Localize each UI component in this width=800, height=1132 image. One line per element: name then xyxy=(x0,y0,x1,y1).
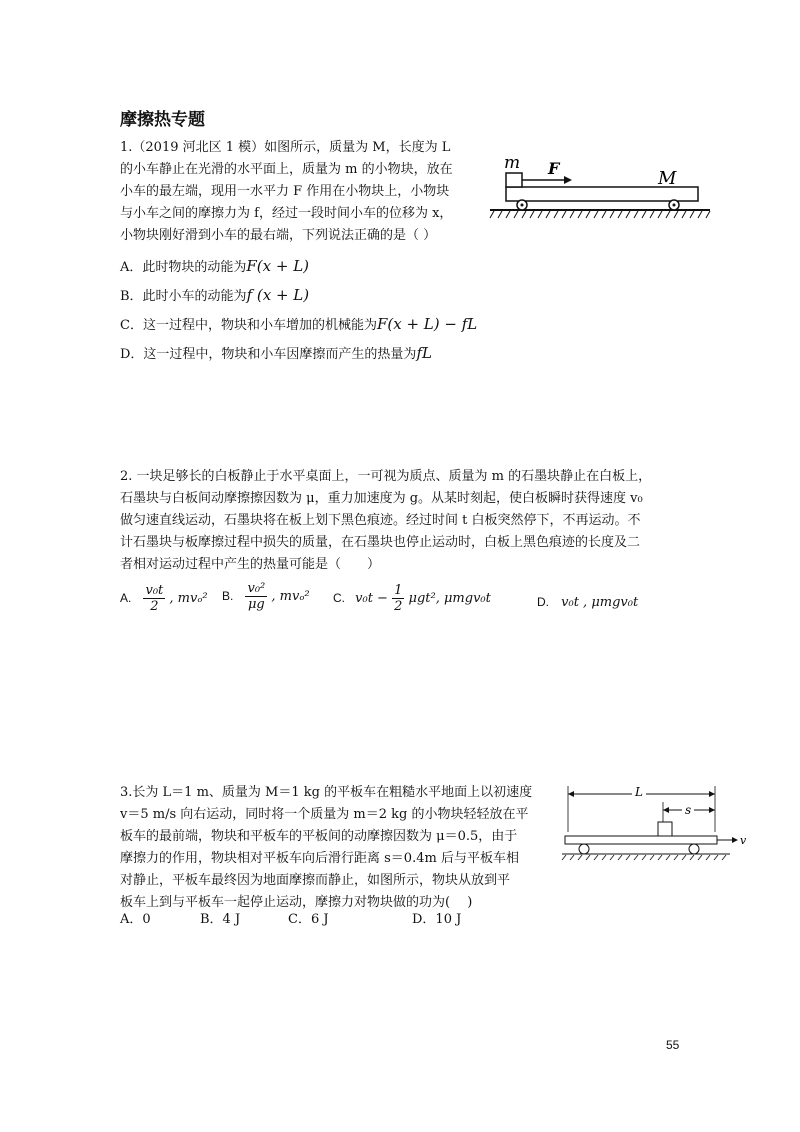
question-3 xyxy=(120,782,532,914)
q1-label-M: M xyxy=(658,168,677,189)
q1-line: 1.（2019 河北区 1 模）如图所示，质量为 M，长度为 L xyxy=(120,140,451,155)
page-number: 55 xyxy=(666,1038,680,1052)
q2-option-b xyxy=(222,581,310,612)
question-1 xyxy=(120,137,453,247)
q1-option-d xyxy=(120,343,477,372)
q3-option-d: D．10 J xyxy=(412,912,462,927)
q3-line: v＝5 m/s 向右运动，同时将一个质量为 m＝2 kg 的小物块轻轻放在平 xyxy=(120,807,529,822)
q1-label-m: m xyxy=(504,153,521,173)
q2-option-d xyxy=(537,595,638,610)
q2-option-d-rest: v₀t , μmgv₀t xyxy=(561,595,639,610)
q2-option-b-num: v₀² xyxy=(247,581,266,596)
q1-figure xyxy=(488,150,713,225)
q2-option-c-rest: μgt², μmgv₀t xyxy=(408,591,491,606)
q1-label-F: F xyxy=(548,159,560,178)
q2-option-c-fraction xyxy=(392,583,404,614)
q1-option-d-text: D．这一过程中，物块和小车因摩擦而产生的热量为 xyxy=(120,347,417,362)
q3-label-s: s xyxy=(685,803,692,817)
q3-option-a: A．0 xyxy=(120,912,151,927)
q2-option-a-fraction xyxy=(143,583,165,614)
q2-option-a-rest: , mvₒ² xyxy=(169,591,208,606)
q3-option-b: B．4 J xyxy=(200,912,241,927)
q2-option-c-label: C. xyxy=(333,591,345,605)
q1-option-a-text: A．此时物块的动能为 xyxy=(120,260,247,275)
q2-option-a-den: 2 xyxy=(150,599,159,614)
q2-option-b-rest: , mvₒ² xyxy=(271,589,310,604)
q2-option-b-label: B. xyxy=(222,589,234,603)
q2-option-c xyxy=(333,583,491,614)
q2-option-c-den: 2 xyxy=(394,599,403,614)
q2-option-d-label: D. xyxy=(537,595,549,609)
q3-line: 板车的最前端，物块和平板车的平板间的动摩擦因数为 μ＝0.5，由于 xyxy=(120,829,518,844)
q1-option-c-expr: F(x + L) − fL xyxy=(376,315,478,333)
q2-line: 计石墨块与板摩擦过程中损失的质量，在石墨块也停止运动时，白板上黑色痕迹的长度及二 xyxy=(120,535,641,550)
q2-line: 做匀速直线运动，石墨块将在板上划下黑色痕迹。经过时间 t 白板突然停下，不再运动。不 xyxy=(120,513,641,528)
q3-line: 板车上到与平板车一起停止运动，摩擦力对物块做的功为( ) xyxy=(120,895,473,910)
q1-option-d-expr: fL xyxy=(416,344,432,362)
q1-option-b-text: B．此时小车的动能为 xyxy=(120,289,247,304)
q1-line: 小车的最左端，现用一水平力 F 作用在小物块上，小物块 xyxy=(120,184,450,199)
q3-label-v: v xyxy=(740,834,747,847)
q1-option-c xyxy=(120,314,477,343)
q2-option-a-label: A. xyxy=(120,591,132,605)
q1-option-b-expr: f (x + L) xyxy=(246,286,310,304)
q1-option-a-expr: F(x + L) xyxy=(246,257,310,275)
q1-line: 与小车之间的摩擦力为 f，经过一段时间小车的位移为 x， xyxy=(120,206,453,221)
q3-label-L: L xyxy=(635,785,643,799)
q2-option-a-num: v₀t xyxy=(145,583,164,598)
q1-option-c-text: C．这一过程中，物块和小车增加的机械能为 xyxy=(120,318,377,333)
q3-option-c: C．6 J xyxy=(288,912,329,927)
q2-option-c-pre: v₀t − xyxy=(355,591,388,606)
page-title: 摩擦热专题 xyxy=(120,110,205,130)
q2-option-a xyxy=(120,583,208,614)
q3-line: 3.长为 L＝1 m、质量为 M＝1 kg 的平板车在粗糙水平地面上以初速度 xyxy=(120,785,533,800)
q2-option-b-den: μg xyxy=(247,597,265,612)
q3-line: 对静止，平板车最终因为地面摩擦而静止，如图所示，物块从放到平 xyxy=(120,873,511,888)
q1-option-b xyxy=(120,285,477,314)
q2-option-b-fraction xyxy=(245,581,267,612)
q1-option-a xyxy=(120,256,477,285)
q2-line: 2. 一块足够长的白板静止于水平桌面上，一可视为质点、质量为 m 的石墨块静止在白板上， xyxy=(120,469,652,484)
q3-line: 摩擦力的作用，物块相对平板车向后滑行距离 s＝0.4m 后与平板车相 xyxy=(120,851,519,866)
q2-line: 石墨块与白板间动摩擦擦因数为 μ，重力加速度为 g。从某时刻起，使白板瞬时获得速度 v₀ xyxy=(120,491,643,506)
q1-options xyxy=(120,256,477,372)
q3-figure xyxy=(560,778,750,868)
q1-line: 小物块刚好滑到小车的最右端，下列说法正确的是（ ） xyxy=(120,228,437,243)
q2-option-c-num: 1 xyxy=(394,583,403,598)
q1-line: 的小车静止在光滑的水平面上，质量为 m 的小物块，放在 xyxy=(120,162,453,177)
q2-line: 者相对运动过程中产生的热量可能是（ ） xyxy=(120,557,381,572)
question-2 xyxy=(120,466,651,576)
